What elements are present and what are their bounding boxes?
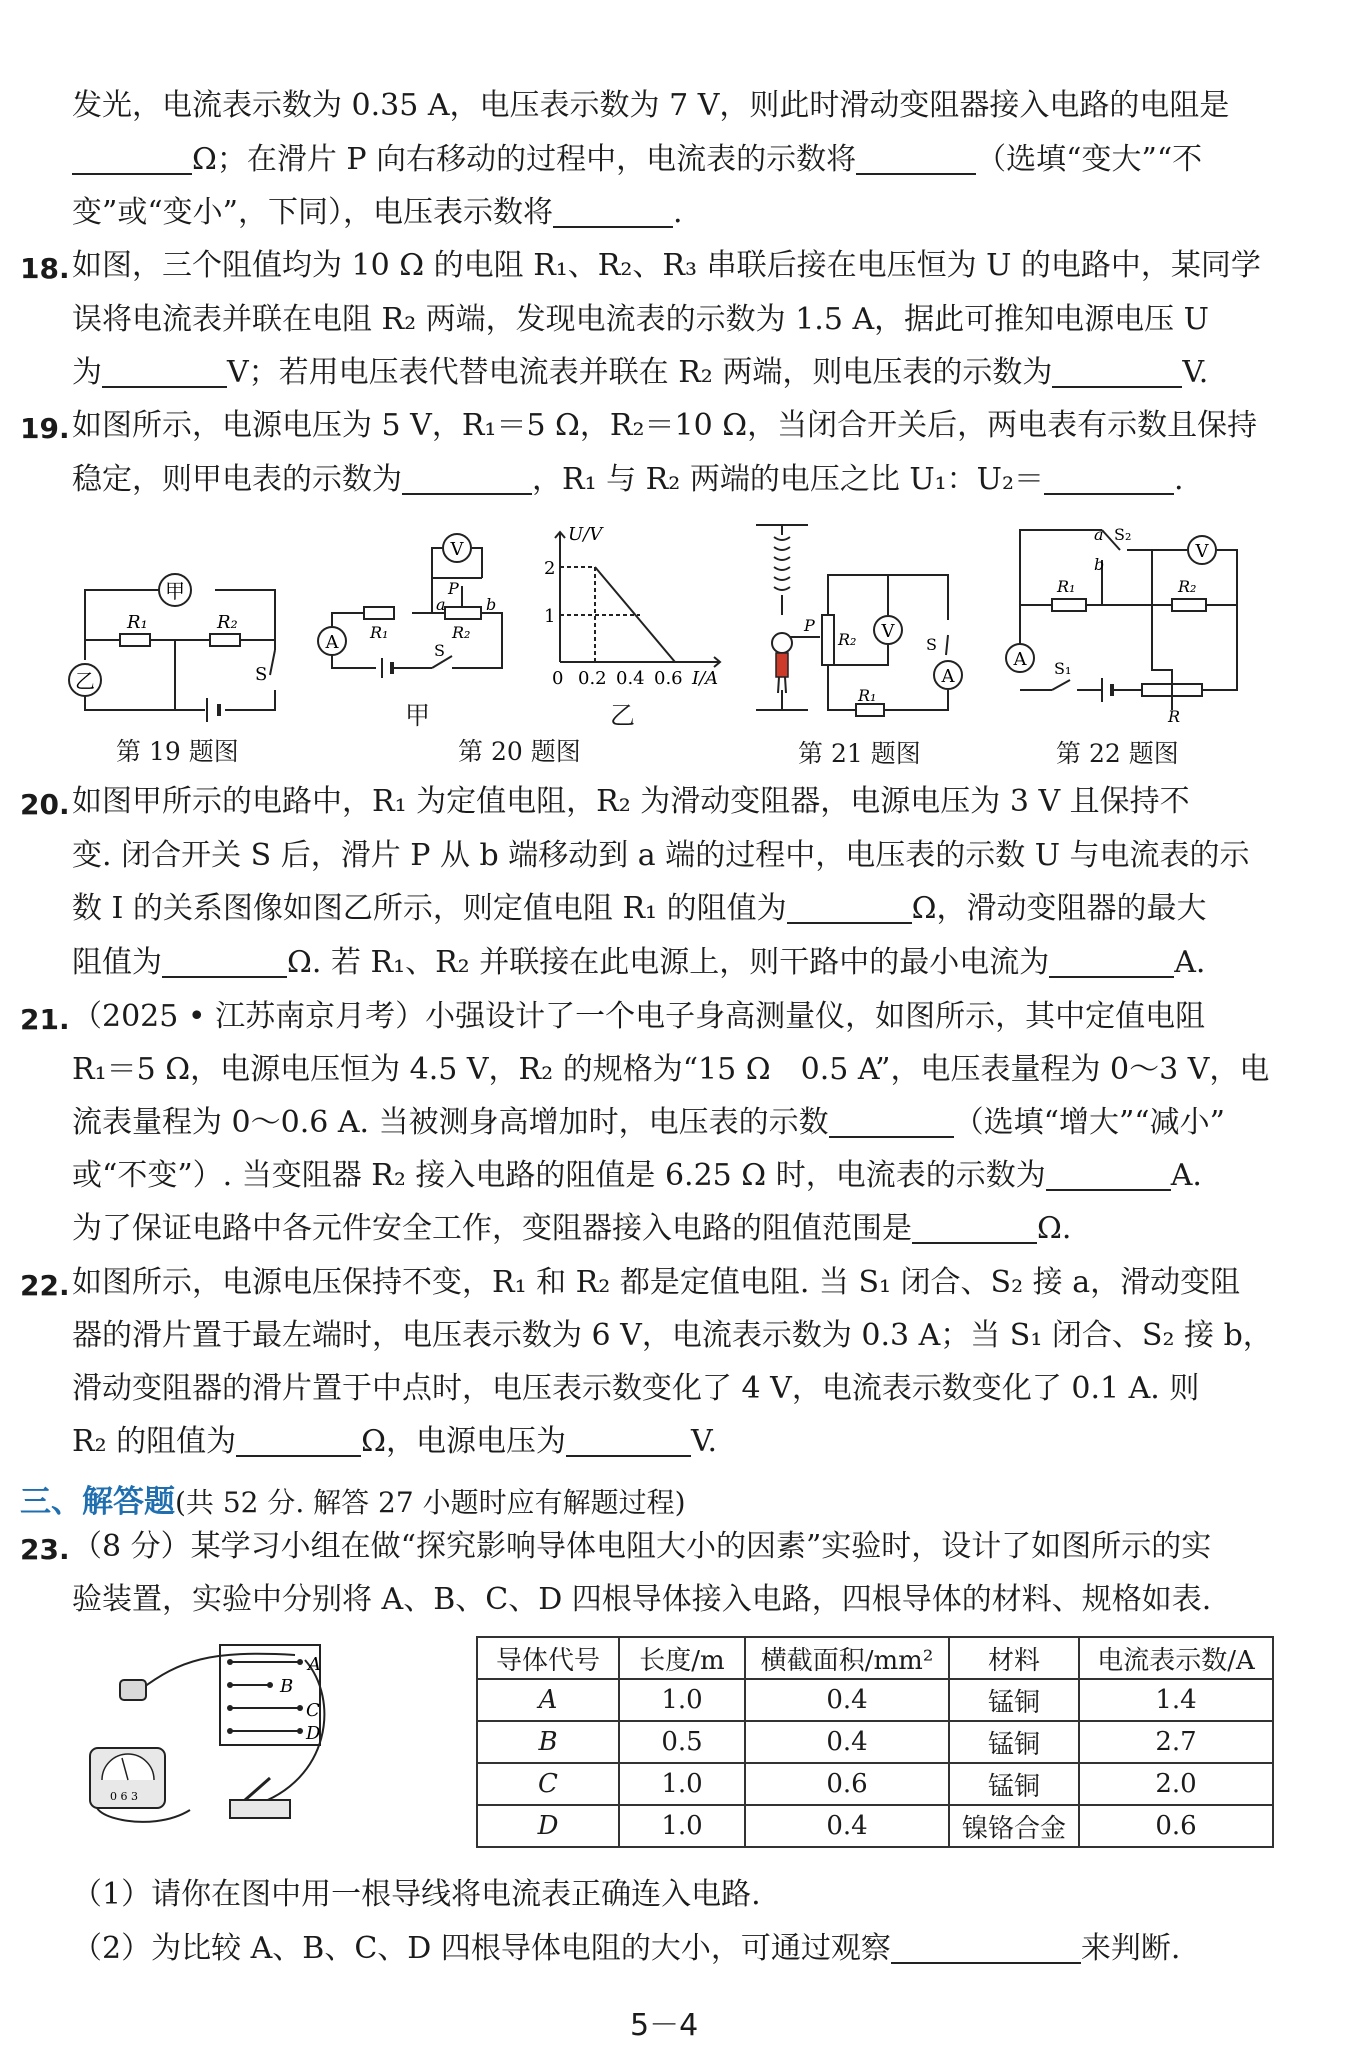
answer-blank[interactable] xyxy=(891,1932,1081,1964)
r2-label: R₂ xyxy=(452,623,471,642)
table-cell: 2.0 xyxy=(1079,1763,1273,1805)
q21-line-5: 为了保证电路中各元件安全工作，变阻器接入电路的阻值范围是 Ω. xyxy=(72,1211,1072,1246)
answer-blank[interactable] xyxy=(553,196,673,228)
ammeter-label: A xyxy=(941,666,955,687)
x-tick-0.4: 0.4 xyxy=(616,668,645,689)
answer-blank[interactable] xyxy=(1046,1159,1171,1191)
end-a-label: a xyxy=(436,595,446,614)
x-tick-0.6: 0.6 xyxy=(654,668,683,689)
figure-21-caption: 第 21 题图 xyxy=(798,739,921,768)
q22-line-3: 滑动变阻器的滑片置于中点时，电压表示数变化了 4 V，电流表示数变化了 0.1 A. 则 xyxy=(72,1371,1200,1406)
slider-p-label: P xyxy=(448,579,459,598)
answer-blank[interactable] xyxy=(102,356,227,388)
q22-line-1: 如图所示，电源电压保持不变，R₁ 和 R₂ 都是定值电阻. 当 S₁ 闭合、S₂ 接 a，滑动变阻 xyxy=(72,1265,1241,1300)
table-header: 长度/m xyxy=(619,1637,745,1679)
q17-line-2: Ω；在滑片 P 向右移动的过程中，电流表的示数将 （选填“变大”“不 xyxy=(72,140,1202,180)
table-row xyxy=(477,1679,1273,1721)
question-number-20: 20. xyxy=(20,788,70,821)
table-row xyxy=(477,1805,1273,1847)
figure-22-caption: 第 22 题图 xyxy=(1056,739,1179,768)
question-number-18: 18. xyxy=(20,252,70,285)
table-cell: 0.5 xyxy=(619,1721,745,1763)
q22-line-4: R₂ 的阻值为 Ω，电源电压为 V. xyxy=(72,1424,717,1459)
table-cell: B xyxy=(477,1721,619,1763)
answer-blank[interactable] xyxy=(162,946,287,978)
question-number-21: 21. xyxy=(20,1003,70,1036)
answer-blank[interactable] xyxy=(856,143,976,175)
r2-label: R₂ xyxy=(1178,577,1197,596)
figure-19-circuit xyxy=(65,550,295,730)
r2-label: R₂ xyxy=(838,630,857,649)
voltmeter-label: V xyxy=(450,539,464,560)
table-cell: 1.0 xyxy=(619,1805,745,1847)
table-cell: 锰铜 xyxy=(949,1763,1079,1805)
answer-blank[interactable] xyxy=(566,1425,691,1457)
section-subtitle: (共 52 分. 解答 27 小题时应有解题过程) xyxy=(175,1486,686,1519)
table-cell: 锰铜 xyxy=(949,1721,1079,1763)
section-heading: 三、解答题(共 52 分. 解答 27 小题时应有解题过程) xyxy=(20,1484,686,1520)
q20-line-2: 变. 闭合开关 S 后，滑片 P 从 b 端移动到 a 端的过程中，电压表的示数 U 与电流表的示 xyxy=(72,838,1250,873)
figure-23-apparatus xyxy=(80,1640,360,1830)
slider-p-label: P xyxy=(804,616,815,635)
table-cell: A xyxy=(477,1679,619,1721)
q23-line-2: 验装置，实验中分别将 A、B、C、D 四根导体接入电路，四根导体的材料、规格如表. xyxy=(72,1582,1212,1617)
ammeter-label: A xyxy=(1013,649,1027,670)
question-number-19: 19. xyxy=(20,412,70,445)
question-number-22: 22. xyxy=(20,1269,70,1302)
q21-line-2: R₁＝5 Ω，电源电压恒为 4.5 V，R₂ 的规格为“15 Ω 0.5 A”，电压表量程为 0～3 V，电 xyxy=(72,1052,1270,1087)
contact-b-label: b xyxy=(1094,555,1105,574)
y-axis-label: U/V xyxy=(568,524,603,545)
table-header-row xyxy=(477,1637,1273,1679)
figure-20-sub-jia: 甲 xyxy=(405,701,431,730)
q18-line-2: 误将电流表并联在电阻 R₂ 两端，发现电流表的示数为 1.5 A，据此可推知电源电压 U xyxy=(72,302,1209,337)
switch-icon xyxy=(230,1800,290,1818)
conductor-a-label: A xyxy=(308,1654,321,1675)
table-header: 电流表示数/A xyxy=(1079,1637,1273,1679)
table-cell: 镍铬合金 xyxy=(949,1805,1079,1847)
table-cell: 0.4 xyxy=(745,1721,949,1763)
table-cell: D xyxy=(477,1805,619,1847)
table-cell: C xyxy=(477,1763,619,1805)
q23-sub-2: （2）为比较 A、B、C、D 四根导体电阻的大小，可通过观察 来判断. xyxy=(72,1931,1181,1966)
q22-line-2: 器的滑片置于最左端时，电压表示数为 6 V，电流表示数为 0.3 A；当 S₁ 闭合、S₂ 接 b， xyxy=(72,1318,1273,1353)
q21-line-3: 流表量程为 0～0.6 A. 当被测身高增加时，电压表的示数 （选填“增大”“减小” xyxy=(72,1105,1225,1140)
person-body-icon xyxy=(776,653,788,677)
y-tick-1: 1 xyxy=(544,606,556,627)
answer-blank[interactable] xyxy=(72,143,192,175)
r1-label: R₁ xyxy=(127,612,148,633)
answer-blank[interactable] xyxy=(1049,946,1174,978)
answer-blank[interactable] xyxy=(1052,356,1182,388)
q19-line-2: 稳定，则甲电表的示数为 ，R₁ 与 R₂ 两端的电压之比 U₁：U₂＝ . xyxy=(72,462,1184,497)
person-head-icon xyxy=(772,633,792,653)
q18-line-1: 如图，三个阻值均为 10 Ω 的电阻 R₁、R₂、R₃ 串联后接在电压恒为 U 的电路中，某同学 xyxy=(72,248,1261,283)
x-axis-label: I/A xyxy=(692,668,719,689)
q17-line-3: 变”或“变小”，下同），电压表示数将 . xyxy=(72,195,683,230)
switch-s1-label: S₁ xyxy=(1054,659,1072,678)
q20-line-3: 数 I 的关系图像如图乙所示，则定值电阻 R₁ 的阻值为 Ω，滑动变阻器的最大 xyxy=(72,891,1207,926)
answer-blank[interactable] xyxy=(787,892,912,924)
switch-label: S xyxy=(926,635,937,654)
table-cell: 0.4 xyxy=(745,1805,949,1847)
conductor-c-label: C xyxy=(306,1700,320,1721)
q17-line-1: 发光，电流表示数为 0.35 A，电压表示数为 7 V，则此时滑动变阻器接入电路的电阻是 xyxy=(72,88,1230,123)
q23-line-1: （8 分）某学习小组在做“探究影响导体电阻大小的因素”实验时，设计了如图所示的实 xyxy=(72,1529,1212,1564)
switch-s2-label: S₂ xyxy=(1114,525,1132,544)
answer-blank[interactable] xyxy=(829,1106,954,1138)
rheostat-r-label: R xyxy=(1168,707,1181,725)
meter-yi-label: 乙 xyxy=(75,669,95,693)
x-tick-0: 0 xyxy=(552,668,564,689)
answer-blank[interactable] xyxy=(912,1212,1037,1244)
figure-20-circuit xyxy=(312,528,522,688)
voltmeter-label: V xyxy=(881,621,895,642)
end-b-label: b xyxy=(486,595,497,614)
page-number: 5－4 xyxy=(630,2008,699,2043)
table-header: 横截面积/mm² xyxy=(745,1637,949,1679)
q20-line-1: 如图甲所示的电路中，R₁ 为定值电阻，R₂ 为滑动变阻器，电源电压为 3 V 且保持不 xyxy=(72,784,1190,819)
q19-line-1: 如图所示，电源电压为 5 V，R₁＝5 Ω，R₂＝10 Ω，当闭合开关后，两电表有示数且保持 xyxy=(72,408,1258,443)
table-cell: 0.4 xyxy=(745,1679,949,1721)
table-cell: 锰铜 xyxy=(949,1679,1079,1721)
figure-22-circuit xyxy=(1002,520,1252,725)
conductor-b-label: B xyxy=(280,1676,294,1697)
switch-label: S xyxy=(434,641,445,660)
figure-21-circuit xyxy=(748,515,988,730)
table-header: 材料 xyxy=(949,1637,1079,1679)
q23-sub-1: （1）请你在图中用一根导线将电流表正确连入电路. xyxy=(72,1877,761,1912)
answer-blank[interactable] xyxy=(236,1425,361,1457)
switch-label: S xyxy=(255,664,268,685)
table-cell: 2.7 xyxy=(1079,1721,1273,1763)
r2-label: R₂ xyxy=(217,612,238,633)
table-row xyxy=(477,1721,1273,1763)
table-cell: 0.6 xyxy=(1079,1805,1273,1847)
r1-label: R₁ xyxy=(370,623,389,642)
figure-20-sub-yi: 乙 xyxy=(610,701,636,730)
meter-jia-label: 甲 xyxy=(165,579,185,603)
figure-20-caption: 第 20 题图 xyxy=(458,737,581,766)
answer-blank[interactable] xyxy=(1044,463,1174,495)
conductor-table xyxy=(476,1636,1274,1848)
table-cell: 1.4 xyxy=(1079,1679,1273,1721)
figure-20-graph xyxy=(530,522,730,692)
contact-a-label: a xyxy=(1094,525,1104,544)
q21-line-1: （2025 • 江苏南京月考）小强设计了一个电子身高测量仪，如图所示，其中定值电阻 xyxy=(72,999,1206,1034)
q18-line-3: 为 V；若用电压表代替电流表并联在 R₂ 两端，则电压表的示数为 V. xyxy=(72,355,1209,390)
ammeter-label: A xyxy=(325,632,339,653)
figure-19-caption: 第 19 题图 xyxy=(116,737,239,766)
voltmeter-label: V xyxy=(1195,541,1209,562)
conductor-d-label: D xyxy=(306,1723,321,1744)
table-cell: 1.0 xyxy=(619,1679,745,1721)
table-cell: 1.0 xyxy=(619,1763,745,1805)
y-tick-2: 2 xyxy=(544,558,556,579)
r1-label: R₁ xyxy=(858,686,877,705)
answer-blank[interactable] xyxy=(402,463,532,495)
table-row xyxy=(477,1763,1273,1805)
battery-icon xyxy=(120,1680,146,1700)
table-header: 导体代号 xyxy=(477,1637,619,1679)
meter-terminal-labels: 0 6 3 xyxy=(110,1790,138,1803)
table-cell: 0.6 xyxy=(745,1763,949,1805)
x-tick-0.2: 0.2 xyxy=(578,668,607,689)
r1-label: R₁ xyxy=(1057,577,1076,596)
question-number-23: 23. xyxy=(20,1533,70,1566)
q20-line-4: 阻值为 Ω. 若 R₁、R₂ 并联接在此电源上，则干路中的最小电流为 A. xyxy=(72,945,1206,980)
q21-line-4: 或“不变”）. 当变阻器 R₂ 接入电路的阻值是 6.25 Ω 时，电流表的示数为 A. xyxy=(72,1158,1202,1193)
